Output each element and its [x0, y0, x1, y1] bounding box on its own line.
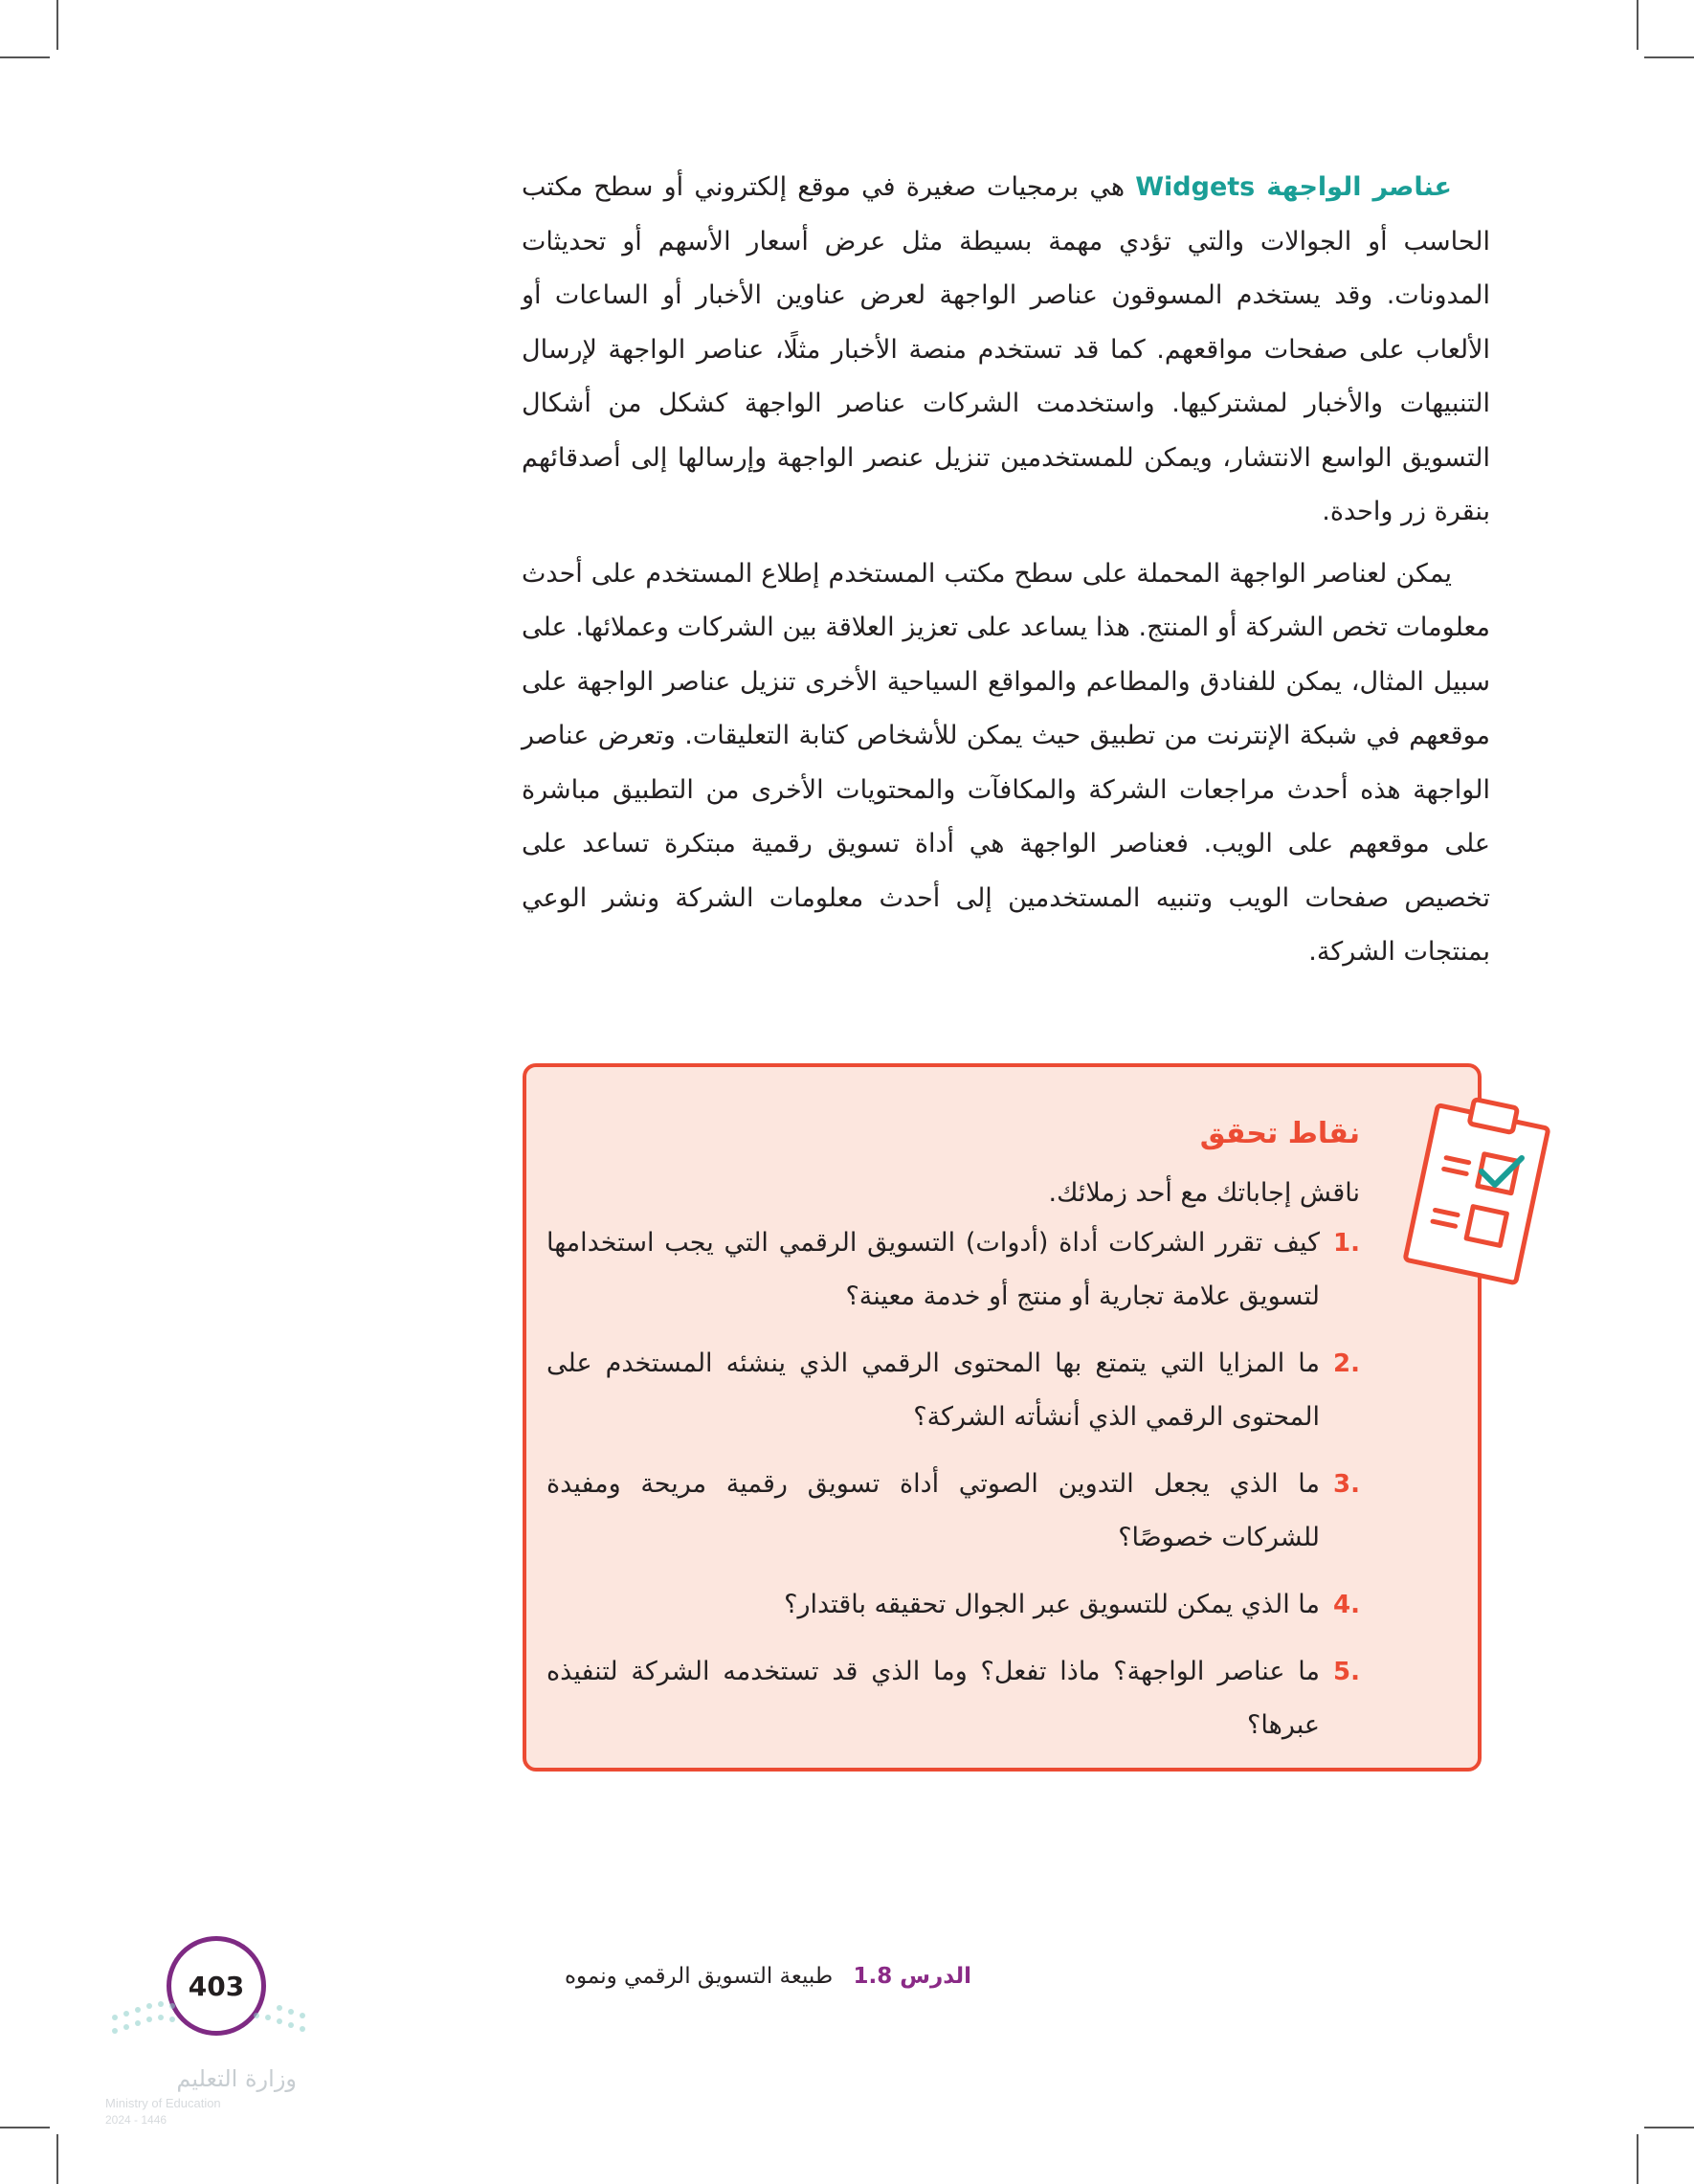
questions-list — [546, 1216, 1360, 1752]
ministry-logo — [105, 1989, 325, 2132]
checkpoints-content — [546, 1115, 1360, 1766]
paragraph-widgets — [522, 161, 1490, 540]
question-number: 5. — [1333, 1658, 1360, 1686]
question-item — [546, 1216, 1360, 1324]
ministry-name-ar: وزارة التعليم — [176, 2065, 297, 2092]
crop-mark — [0, 56, 50, 58]
paragraph-desktop-widgets — [522, 547, 1490, 980]
question-text: ما عناصر الواجهة؟ ماذا تفعل؟ وما الذي قد تستخدمه الشركة لتنفيذه عبرها؟ — [546, 1657, 1320, 1740]
main-text — [522, 161, 1490, 980]
question-number: 3. — [1333, 1470, 1360, 1499]
lesson-title: طبيعة التسويق الرقمي ونموه — [564, 1964, 834, 1989]
question-number: 2. — [1333, 1349, 1360, 1378]
ministry-year: 2024 - 1446 — [105, 2113, 167, 2127]
crop-mark — [1644, 56, 1694, 58]
crop-mark — [0, 2127, 50, 2128]
question-number: 1. — [1333, 1229, 1360, 1258]
paragraph-text: يمكن لعناصر الواجهة المحملة على سطح مكتب المستخدم إطلاع المستخدم على أحدث معلومات تخص الشركة أو المنتج. هذا يساعد على تعزيز العلاقة بين الشركات وعملائها. على سبيل المثال، يمكن للفنادق والمطاعم والمواقع السياحية الأخرى تنزيل عناصر الواجهة على موقعهم في شبكة الإنترنت من تطبيق حيث يمكن للأشخاص كتابة التعليقات. وتعرض عناصر الواجهة هذه أحدث مراجعات الشركة والمكافآت والمحتويات الأخرى من التطبيق مباشرة على موقعهم على الويب. فعناصر الواجهة هي أداة تسويق رقمية مبتكرة تساعد على تخصيص صفحات الويب وتنبيه المستخدمين إلى أحدث معلومات الشركة ونشر الوعي بمنتجات الشركة. — [522, 558, 1490, 967]
question-item — [546, 1458, 1360, 1565]
checkpoints-intro: ناقش إجاباتك مع أحد زملائك. — [1048, 1178, 1360, 1208]
checkpoints-box — [523, 1063, 1482, 1772]
question-text: ما الذي يجعل التدوين الصوتي أداة تسويق رقمية مريحة ومفيدة للشركات خصوصًا؟ — [546, 1469, 1320, 1552]
question-item — [546, 1578, 1360, 1632]
question-text: ما المزايا التي يتمتع بها المحتوى الرقمي الذي ينشئه المستخدم على المحتوى الرقمي الذي أنشأته الشركة؟ — [546, 1348, 1320, 1432]
crop-mark — [56, 0, 58, 50]
ministry-name-en: Ministry of Education — [105, 2096, 221, 2110]
crop-mark — [1637, 0, 1638, 50]
crop-mark — [56, 2134, 58, 2184]
question-text: كيف تقرر الشركات أداة (أدوات) التسويق الرقمي التي يجب استخدامها لتسويق علامة تجارية أو منتج أو خدمة معينة؟ — [546, 1228, 1320, 1311]
widgets-term: عناصر الواجهة Widgets — [1135, 172, 1452, 202]
question-number: 4. — [1333, 1591, 1360, 1619]
crop-mark — [1644, 2127, 1694, 2128]
lesson-number: الدرس 1.8 — [853, 1964, 971, 1989]
question-item — [546, 1337, 1360, 1444]
crop-mark — [1637, 2134, 1638, 2184]
logo-dots-icon — [105, 1989, 316, 2056]
question-item — [546, 1645, 1360, 1752]
paragraph-text: هي برمجيات صغيرة في موقع إلكتروني أو سطح مكتب الحاسب أو الجوالات والتي تؤدي مهمة بسيطة مثل عرض أسعار الأسهم أو تحديثات المدونات. وقد يستخدم المسوقون عناصر الواجهة لعرض عناوين الأخبار أو الساعات أو الألعاب على صفحات مواقعهم. كما قد تستخدم منصة الأخبار مثلًا، عناصر الواجهة لإرسال التنبيهات والأخبار لمشتركيها. واستخدمت الشركات عناصر الواجهة كشكل من أشكال التسويق الواسع الانتشار، ويمكن للمستخدمين تنزيل عنصر الواجهة وإرسالها إلى أصدقائهم بنقرة زر واحدة. — [522, 172, 1490, 526]
question-text: ما الذي يمكن للتسويق عبر الجوال تحقيقه باقتدار؟ — [784, 1590, 1320, 1619]
footer-lesson — [512, 1957, 971, 1995]
page-number: 403 — [167, 1936, 266, 2036]
checkpoints-title: نقاط تحقق — [1199, 1117, 1360, 1150]
clipboard-checklist-icon — [1399, 1089, 1562, 1295]
